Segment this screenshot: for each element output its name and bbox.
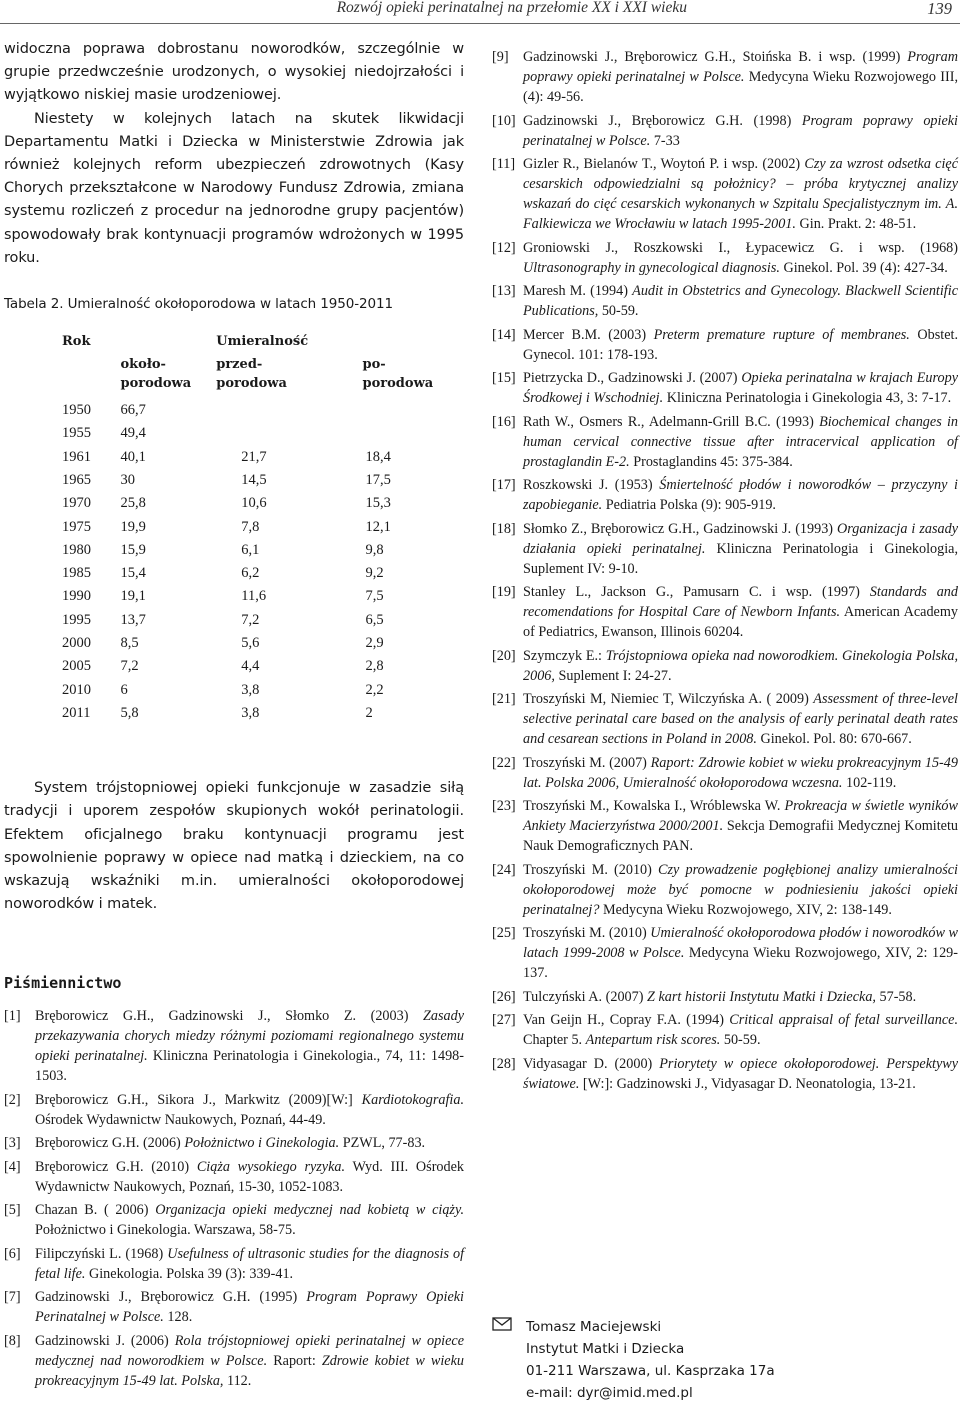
header-przedporodowa: przed- porodowa [216,357,287,392]
reference-title: Preterm premature rupture of membranes. [653,326,910,343]
reference-number: [13] [492,283,516,299]
cell-okoloporodowa: 7,2 [120,658,139,675]
reference-title: Trójstopniowa opieka nad noworodkiem. Ginekologia Polska, 2006, [523,647,958,684]
reference-item [492,689,958,749]
reference-authors: Troszyński M, Niemiec T, Wilczyńska A. ( 2009) [523,691,814,707]
cell-poporodowa: 2,9 [365,635,384,651]
reference-authors: Filipczyński L. (1968) [35,1245,168,1262]
author-address: 01-211 Warszawa, ul. Kasprzaka 17a [526,1363,775,1379]
reference-authors: Troszyński M. (2010) [523,861,659,878]
reference-item [492,987,958,1007]
table-row [62,399,464,422]
reference-number: [22] [492,754,516,771]
reference-source: Pediatria Polska (9): 905-919. [602,497,776,513]
reference-source: American Academy of Pediatrics, Ewanson, Illinois 60204. [523,604,958,640]
cell-year: 1995 [62,611,91,628]
reference-title: Usefulness of ultrasonic studies for the diagnosis of fetal life. [35,1245,465,1282]
reference-item [4,1157,464,1197]
cell-poporodowa: 18,4 [365,448,391,465]
reference-authors: Rath W., Osmers R., Adelmann-Grill B.C. (1993) [523,413,820,430]
reference-title: Prokreacja w świetle wyników Ankiety Macierzyństwa 2000/2001. [523,798,958,834]
reference-source: Raport: [267,1352,322,1369]
cell-przedporodowa: 3,8 [241,704,260,721]
reference-source: Wyd. III. Ośrodek Wydawnictw Naukowych, Poznań, 15-30, 1052-1083. [35,1158,464,1195]
reference-item [4,1200,464,1240]
reference-item [492,860,958,920]
cell-year: 1950 [62,402,91,419]
reference-number: [11] [492,156,516,172]
reference-authors: Pietrzycka D., Gadzinowski J. (2007) [523,370,742,386]
reference-source: 102-119. [842,774,897,791]
cell-okoloporodowa: 40,1 [120,448,146,465]
table-row [62,446,464,469]
reference-authors: Szymczyk E.: [523,647,606,664]
cell-year: 1985 [62,565,91,582]
reference-authors: Groniowski J., Roszkowski I., Łypacewicz G. i wsp. (1968) [523,239,958,256]
table-row [62,702,464,725]
cell-poporodowa: 2,2 [365,681,384,698]
table-row [62,655,464,678]
reference-source: Ginekologia. Polska 39 (3): 339-41. [85,1265,294,1282]
table-row [62,632,464,655]
reference-source: Sekcja Demografii Medycznej Komitetu Nauk Demograficznych PAN. [523,818,958,854]
reference-title: Zasady przekazywania chorych miedzy różnymi poziomami regionalnego systemu opieki perinatalnej. [35,1008,464,1065]
reference-item [492,368,958,408]
reference-item [4,1006,464,1086]
references-list-left [4,1006,464,1391]
reference-number: [10] [492,112,516,129]
table-header-row-1 [62,332,464,351]
cell-year: 1965 [62,471,91,488]
paragraph-3: System trójstopniowej opieki funkcjonuje w zasadzie siłą tradycji i uporem zespołów skupionych wokół perinatologii. Efektem oficjalnego braku kontynuacji programu jest spowolnienie poprawy w opiece nad matką i dzieckiem, na co wskazują wskaźniki m.in. umieralności okołoporodowej noworodków i matek. [4,780,464,913]
reference-item [492,281,958,321]
table-row [62,539,464,562]
reference-item [492,412,958,472]
reference-item [4,1133,464,1153]
header-poporodowa: po- porodowa [362,357,434,392]
author-email[interactable]: e-mail: dyr@imid.med.pl [526,1385,693,1401]
table-caption: Tabela 2. Umieralność okołoporodowa w latach 1950-2011 [4,296,393,313]
reference-number: [3] [4,1135,21,1152]
cell-year: 2000 [62,635,91,651]
cell-okoloporodowa: 15,9 [120,541,146,558]
cell-przedporodowa: 11,6 [241,588,267,605]
reference-title: Śmiertelność płodów i noworodków – przyczyny i zapobieganie. [523,477,958,513]
reference-source: Chapter 5. [523,1032,586,1048]
reference-authors: Maresh M. (1994) [523,283,633,299]
reference-number: [25] [492,925,516,941]
reference-number: [23] [492,798,516,814]
reference-title: Program Poprawy Opieki Perinatalnej w Polsce. [35,1289,464,1326]
cell-year: 1955 [62,425,91,442]
reference-number: [28] [492,1055,516,1072]
reference-authors: Stanley L., Jackson G., Pamusarn C. i wsp. (1997) [523,584,870,600]
reference-source: Kliniczna Perinatologia i Ginekologia., 74, 11: 1498-1503. [35,1048,464,1085]
reference-authors: Tulczyński A. (2007) [523,988,648,1005]
cell-year: 1990 [62,588,91,605]
cell-okoloporodowa: 15,4 [120,565,146,582]
reference-authors: Vidyasagar D. (2000) [523,1055,660,1072]
reference-source: Ginekol. Pol. 80: 670-667. [756,731,912,747]
references-heading: Piśmiennictwo [4,974,122,993]
reference-number: [17] [492,477,516,493]
cell-okoloporodowa: 30 [120,471,135,488]
reference-item [492,111,958,151]
cell-przedporodowa [216,399,340,422]
reference-title: Kardiotokografia. [361,1091,464,1108]
author-contact [492,1316,775,1404]
reference-item [492,154,958,234]
cell-okoloporodowa: 25,8 [120,495,146,512]
reference-number: [7] [4,1289,21,1306]
mortality-table [62,332,464,725]
reference-number: [15] [492,370,516,386]
reference-source: Medycyna Wieku Rozwojowego, XIV, 2: 129-137. [523,945,958,981]
reference-authors: Gizler R., Bielanów T., Woytoń P. i wsp. (2002) [523,156,805,172]
header-umieralnosc: Umieralność [216,334,309,350]
left-column [4,38,464,1394]
table-row [62,609,464,632]
reference-authors: Gadzinowski J. (2006) [35,1332,175,1349]
reference-authors: Troszyński M. (2007) [523,754,651,771]
reference-number: [2] [4,1091,21,1108]
reference-item [492,1010,958,1050]
reference-authors: Roszkowski J. (1953) [523,477,660,493]
cell-year: 2005 [62,658,91,675]
reference-number: [8] [4,1332,21,1349]
reference-title: Raport: Zdrowie kobiet w wieku prokreacyjnym 15-49 lat. Polska 2006, Umieralność okołoporodowa wczesna. [523,754,958,791]
paragraph-1: widoczna poprawa dobrostanu noworodków, szczególnie w grupie przedwcześnie urodzonych, o wysokiej niedojrzałości i wyjątkowo niskiej masie urodzeniowej. [4,41,464,104]
reference-authors: Gadzinowski J., Bręborowicz G.H., Stoińska B. i wsp. (1999) [523,49,908,65]
cell-okoloporodowa: 13,7 [120,611,146,628]
reference-source: Gin. Prakt. 2: 48-51. [795,216,917,232]
reference-authors: Bręborowicz G.H. (2006) [35,1135,185,1152]
page-number: 139 [927,0,952,18]
reference-authors: Mercer B.M. (2003) [523,326,654,343]
reference-item [4,1287,464,1327]
cell-poporodowa: 17,5 [365,471,391,488]
reference-title: Priorytety w opiece okołoporodowej. Perspektywy światowe. [523,1055,958,1092]
cell-poporodowa: 15,3 [365,495,391,512]
cell-poporodowa: 7,5 [365,588,384,605]
reference-title: Ciąża wysokiego ryzyka. [196,1158,346,1175]
reference-title: Standards and recomendations for Hospital Care of Newborn Infants. [523,584,958,620]
reference-title: Umieralność okołoporodowa płodów i noworodków w latach 1999-2008 w Polsce. [523,925,958,961]
reference-source: 128. [163,1309,193,1326]
table-row [62,562,464,585]
table-row [62,422,464,445]
cell-okoloporodowa: 49,4 [120,425,146,442]
right-column [492,47,958,1097]
reference-item [492,796,958,856]
cell-przedporodowa: 3,8 [241,681,260,698]
reference-title: Opieka perinatalna w krajach Europy Środkowej i Wschodniej. [523,370,958,406]
cell-year: 1975 [62,518,91,535]
reference-authors: Gadzinowski J., Bręborowicz G.H. (1998) [523,112,802,129]
cell-przedporodowa: 4,4 [241,658,260,675]
reference-title: Assessment of three-level selective perinatal care based on the analysis of early perinatal death rates and cesarean sections in Poland in 2008. [523,691,958,747]
reference-authors: Bręborowicz G.H., Sikora J., Markwitz (2009)[W:] [35,1091,362,1108]
reference-item [492,519,958,579]
cell-poporodowa: 6,5 [365,611,384,628]
reference-title: Rola trójstopniowej opieki perinatalnej w opiece medycznej nad noworodkiem w Polsce. [35,1332,464,1369]
reference-source: Położnictwo i Ginekologia. Warszawa, 58-75. [35,1222,296,1239]
reference-source: Obstet. Gynecol. 101: 178-193. [523,326,958,363]
cell-przedporodowa: 6,1 [241,541,260,558]
reference-number: [20] [492,647,516,664]
table-row [62,492,464,515]
table-header-row-2 [62,351,464,399]
reference-number: [4] [4,1158,21,1175]
cell-przedporodowa: 6,2 [241,565,260,582]
reference-item [492,1054,958,1094]
reference-source: 7-33 [650,132,680,149]
table-row [62,469,464,492]
reference-source: Medycyna Wieku Rozwojowego, XIV, 2: 138-149. [599,901,892,918]
cell-poporodowa [341,422,464,445]
cell-okoloporodowa: 8,5 [120,635,139,651]
reference-number: [6] [4,1245,21,1262]
reference-number: [16] [492,413,516,430]
reference-source: 57-58. [875,988,917,1005]
reference-source-2: 50-59. [720,1032,761,1048]
reference-source-2: 112. [223,1372,252,1389]
reference-authors: Troszyński M., Kowalska I., Wróblewska W. [523,798,785,814]
cell-year: 1961 [62,448,91,465]
reference-source: [W:]: Gadzinowski J., Vidyasagar D. Neonatologia, 13-21. [579,1075,916,1092]
reference-authors: Bręborowicz G.H. (2010) [35,1158,197,1175]
reference-source: Kliniczna Perinatologia i Ginekologia, Suplement IV: 9-10. [523,540,958,577]
reference-number: [9] [492,49,509,65]
reference-authors: Gadzinowski J., Bręborowicz G.H. (1995) [35,1289,307,1306]
cell-poporodowa: 2,8 [365,658,384,675]
cell-poporodowa: 12,1 [365,518,391,535]
cell-okoloporodowa: 19,9 [120,518,146,535]
reference-number: [18] [492,520,516,537]
table-row [62,585,464,608]
cell-przedporodowa: 14,5 [241,471,267,488]
reference-number: [14] [492,326,516,343]
cell-okoloporodowa: 19,1 [120,588,146,605]
reference-authors: Troszyński M. (2010) [523,925,651,941]
cell-przedporodowa: 7,2 [241,611,260,628]
cell-year: 1980 [62,541,91,558]
reference-number: [21] [492,691,516,707]
reference-title: Critical appraisal of fetal surveillance. [729,1012,958,1028]
reference-item [492,646,958,686]
reference-number: [27] [492,1012,516,1028]
references-list-right [492,47,958,1094]
cell-przedporodowa: 10,6 [241,495,267,512]
reference-title: Czy za wzrost odsetka cięć cesarskich odpowiedzialni są położnicy? – próba krytycznej analizy wskazań do cięć cesarskich wykonanych w Szpitalu Specjalistycznym im. A. Falkiewicza we Wrocławiu w latach 1995-2001. [523,156,958,232]
reference-source: Suplement I: 24-27. [554,667,672,684]
reference-item [492,47,958,107]
reference-source: 50-59. [598,303,639,319]
cell-przedporodowa [216,422,340,445]
cell-okoloporodowa: 5,8 [120,704,139,721]
reference-title: Położnictwo i Ginekologia. [184,1135,340,1152]
cell-okoloporodowa: 66,7 [120,402,146,419]
reference-title: Ultrasonography in gynecological diagnosis. [523,259,780,276]
header-rule [0,23,960,24]
reference-item [4,1244,464,1284]
reference-number: [12] [492,239,516,256]
cell-year: 1970 [62,495,91,512]
envelope-icon [492,1316,512,1332]
reference-title: Organizacja opieki medycznej nad kobietą w ciąży. [155,1202,464,1219]
reference-number: [1] [4,1008,21,1025]
reference-item [492,923,958,983]
cell-przedporodowa: 5,6 [241,635,260,651]
reference-number: [19] [492,584,516,600]
cell-przedporodowa: 7,8 [241,518,260,535]
cell-year: 2010 [62,681,91,698]
reference-title-2: Zdrowie kobiet w wieku prokreacyjnym 15-49 lat. Polska, [35,1352,464,1389]
reference-title: Program poprawy opieki perinatalnej w Polsce. [523,112,958,149]
reference-number: [26] [492,988,516,1005]
reference-title: Audit in Obstetrics and Gynecology. Blackwell Scientific Publications, [523,283,958,319]
reference-item [492,325,958,365]
table-row [62,516,464,539]
reference-item [492,238,958,278]
running-title: Rozwój opieki perinatalnej na przełomie XX i XXI wieku [336,0,687,16]
header-okoloporodowa: około- porodowa [120,357,192,392]
reference-number: [24] [492,861,516,878]
author-name: Tomasz Maciejewski [526,1319,662,1335]
reference-item [492,582,958,642]
reference-item [4,1331,464,1391]
reference-number: [5] [4,1202,21,1219]
reference-authors: Van Geijn H., Copray F.A. (1994) [523,1012,730,1028]
reference-item [4,1090,464,1130]
reference-authors: Bręborowicz G.H., Gadzinowski J., Słomko Z. (2003) [35,1008,423,1025]
reference-source: Kliniczna Perinatologia i Ginekologia 43, 3: 7-17. [663,390,952,406]
cell-poporodowa: 2 [365,704,373,721]
reference-title: Czy prowadzenie pogłębionej analizy umieralności okołoporodowej może być pomocne w podniesieniu jakości opieki perinatalnej? [523,861,958,918]
reference-source: Prostaglandins 45: 375-384. [629,453,793,470]
reference-source: Ośrodek Wydawnictw Naukowych, Poznań, 44-49. [35,1111,326,1128]
page-header [0,0,960,26]
author-institution: Instytut Matki i Dziecka [526,1341,685,1357]
reference-item [492,753,958,793]
cell-poporodowa [341,399,464,422]
reference-source: PZWL, 77-83. [339,1135,426,1152]
paragraph-2: Niestety w kolejnych latach na skutek likwidacji Departamentu Matki i Dziecka w Ministerstwie Zdrowia jak również kolejnych reform ubezpieczeń zdrowotnych (Kasy Chorych przekształcone w Narodowy Fundusz Zdrowia, zmiana systemu rozliczeń z procedur na jednorodne grupy pacjentów) spowodowały brak kontynuacji programów wdrożonych w 1995 roku. [4,110,464,266]
reference-title-2: Antepartum risk scores. [585,1032,721,1048]
cell-poporodowa: 9,8 [365,541,384,558]
reference-title: Biochemical changes in human cervical connective tissue after intracervical application of prostaglandin E-2. [523,413,958,470]
cell-poporodowa: 9,2 [365,565,384,582]
reference-title: Program poprawy opieki perinatalnej w Polsce. [523,49,958,85]
reference-source: Ginekol. Pol. 39 (4): 427-34. [779,259,948,276]
reference-title: Z kart historii Instytutu Matki i Dziecka, [647,988,876,1005]
reference-authors: Słomko Z., Bręborowicz G.H., Gadzinowski J. (1993) [523,520,838,537]
cell-year: 2011 [62,704,91,721]
reference-item [492,475,958,515]
cell-przedporodowa: 21,7 [241,448,267,465]
table-row [62,679,464,702]
reference-title: Organizacja i zasady działania opieki perinatalnej. [523,520,958,557]
reference-source: Medycyna Wieku Rozwojowego III, (4): 49-56. [523,69,958,105]
reference-authors: Chazan B. ( 2006) [35,1202,156,1219]
header-rok: Rok [62,334,91,350]
cell-okoloporodowa: 6 [120,681,128,698]
